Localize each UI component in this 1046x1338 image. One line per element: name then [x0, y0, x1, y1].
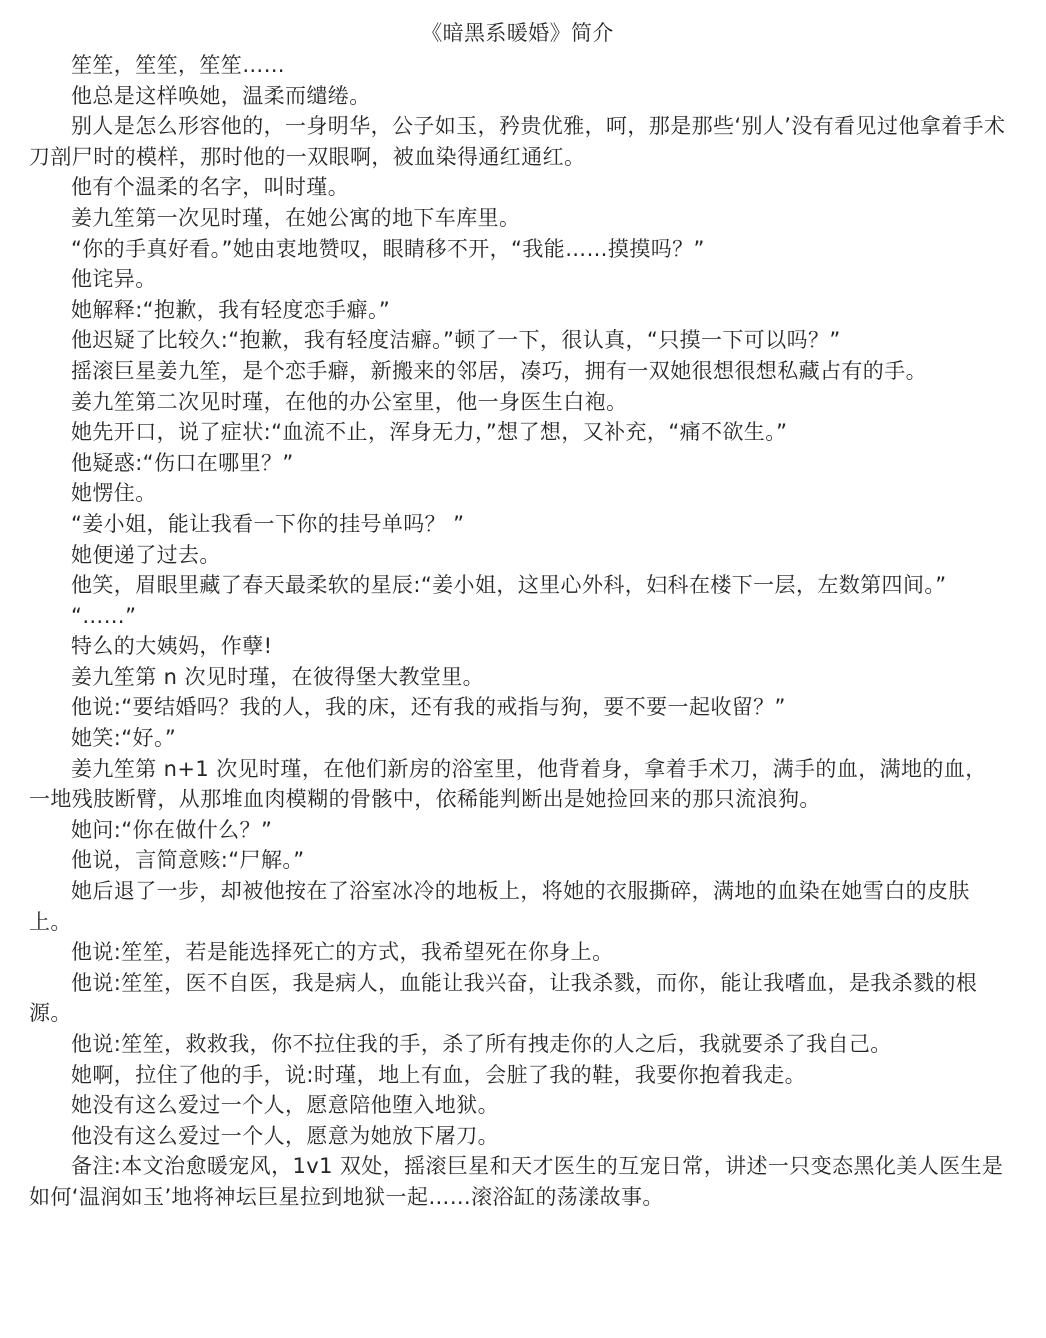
paragraph: “姜小姐，能让我看一下你的挂号单吗？ ”	[71, 511, 465, 536]
paragraph: 他说:“要结婚吗？我的人，我的床，还有我的戒指与狗，要不要一起收留？”	[71, 695, 786, 720]
paragraph: 她便递了过去。	[71, 542, 221, 567]
document-title: 《暗黑系暖婚》简介	[421, 21, 614, 45]
paragraph: 特么的大姨妈，作孽!	[71, 634, 273, 659]
paragraph: 姜九笙第 n+1 次见时瑾，在他们新房的浴室里，他背着身，拿着手术刀，满手的血，满地的血，一地残肢断臂，从那堆血肉模糊的骨骸中，依稀能判断出是她捡回来的那只流浪狗。	[29, 756, 987, 812]
paragraph: 姜九笙第 n 次见时瑾，在彼得堡大教堂里。	[71, 664, 485, 689]
paragraph: 他说，言简意赅:“尸解。”	[71, 848, 305, 873]
paragraph: 她笑:“好。”	[71, 726, 177, 751]
paragraph: 他迟疑了比较久:“抱歉，我有轻度洁癖。”顿了一下，很认真，“只摸一下可以吗？”	[71, 328, 841, 353]
paragraph: 备注:本文治愈暖宠风，1v1 双处，摇滚巨星和天才医生的互宠日常，讲述一只变态黑化美人医生是如何‘温润如玉’地将神坛巨星拉到地狱一起……滚浴缸的荡漾故事。	[29, 1154, 1004, 1209]
paragraph: 他说:笙笙，救救我，你不拉住我的手，杀了所有拽走你的人之后，我就要杀了我自己。	[71, 1032, 892, 1056]
paragraph: 他疑惑:“伤口在哪里？”	[71, 450, 294, 475]
paragraph: 姜九笙第二次见时瑾，在他的办公室里，他一身医生白袍。	[71, 389, 628, 414]
paragraph: 他说:笙笙，医不自医，我是病人，血能让我兴奋，让我杀戮，而你，能让我嗜血，是我杀戮的根源。	[29, 970, 978, 1026]
paragraph: 她啊，拉住了他的手，说:时瑾，地上有血，会脏了我的鞋，我要你抱着我走。	[71, 1062, 807, 1087]
paragraph: 他有个温柔的名字，叫时瑾。	[71, 175, 350, 200]
paragraph: 摇滚巨星姜九笙，是个恋手癖，新搬来的邻居，凑巧，拥有一双她很想很想私藏占有的手。	[71, 358, 927, 383]
paragraph: 别人是怎么形容他的，一身明华，公子如玉，矜贵优雅，呵，那是那些‘别人’没有看见过他拿着手术刀剖尸时的模样，那时他的一双眼啊，被血染得通红通红。	[29, 114, 1006, 169]
paragraph: 她先开口，说了症状:“血流不止，浑身无力，”想了想，又补充，“痛不欲生。”	[71, 420, 788, 445]
paragraph: 他没有这么爱过一个人，愿意为她放下屠刀。	[71, 1123, 499, 1148]
paragraph: 他说:笙笙，若是能选择死亡的方式，我希望死在你身上。	[71, 940, 614, 965]
paragraph: 姜九笙第一次见时瑾，在她公寓的地下车库里。	[71, 205, 521, 230]
paragraph: 她解释:“抱歉，我有轻度恋手癖。”	[71, 297, 391, 322]
paragraph: “……”	[71, 603, 137, 628]
paragraph: 她愣住。	[71, 481, 157, 506]
paragraph: 笙笙，笙笙，笙笙……	[71, 53, 285, 77]
paragraph: 他总是这样唤她，温柔而缱绻。	[71, 83, 371, 108]
document-body	[29, 50, 1006, 1213]
paragraph: 她没有这么爱过一个人，愿意陪他堕入地狱。	[71, 1093, 499, 1118]
paragraph: 他笑，眉眼里藏了春天最柔软的星辰:“姜小姐，这里心外科，妇科在楼下一层，左数第四间。”	[71, 573, 947, 598]
paragraph: “你的手真好看。”她由衷地赞叹，眼睛移不开，“我能……摸摸吗？”	[71, 236, 705, 261]
paragraph: 他诧异。	[71, 267, 157, 292]
paragraph: 她后退了一步，却被他按在了浴室冰冷的地板上，将她的衣服撕碎，满地的血染在她雪白的皮肤上。	[29, 879, 970, 934]
paragraph: 她问:“你在做什么？”	[71, 817, 273, 842]
